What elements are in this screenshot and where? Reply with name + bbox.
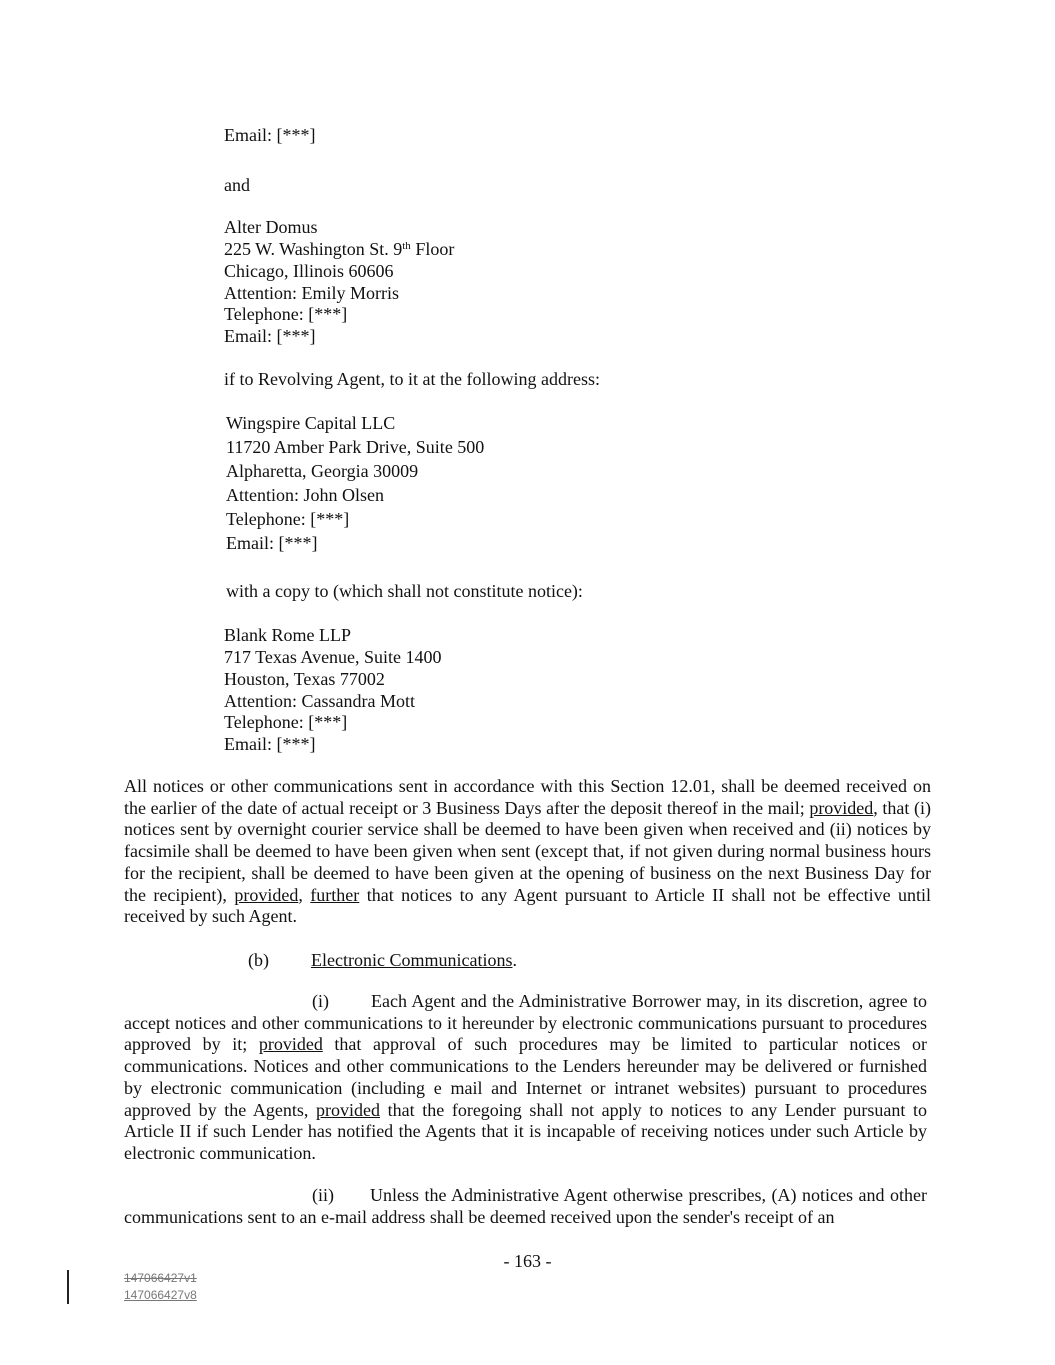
paragraph-ii-number: (ii): [312, 1185, 334, 1205]
address-pre: 225 W. Washington St. 9: [224, 239, 403, 259]
paragraph-i-text-1: Each Agent and the Administrative Borrower may, in its discretion, agree to accept notices and other communications to it hereunder by electronic communications pursuant to procedures approved by it;: [124, 991, 927, 1055]
provided-term: provided: [234, 884, 299, 905]
wingspire-attention: Attention: John Olsen: [226, 485, 384, 505]
copy-intro: with a copy to (which shall not constitute notice):: [226, 581, 583, 601]
revolving-intro: if to Revolving Agent, to it at the following address:: [224, 369, 600, 389]
alter-domus-attention: Attention: Emily Morris: [224, 283, 399, 303]
provided-term: provided: [809, 797, 874, 818]
section-b-heading: [311, 949, 517, 971]
and-line: and: [224, 175, 250, 195]
blank-rome-city: Houston, Texas 77002: [224, 669, 385, 689]
blank-rome-attention: Attention: Cassandra Mott: [224, 691, 415, 711]
notices-text-4: that notices to any Agent pursuant to Article II shall not be effective until received by such Agent.: [124, 884, 932, 927]
alter-domus-name: Alter Domus: [224, 217, 318, 237]
blank-rome-name: Blank Rome LLP: [224, 625, 351, 645]
provided-term: provided: [315, 1099, 380, 1120]
blank-rome-telephone: Telephone: [***]: [224, 712, 348, 732]
paragraph-ii-text: Unless the Administrative Agent otherwise prescribes, (A) notices and other communications sent to an e-mail address shall be deemed received upon the sender's receipt of an: [124, 1185, 927, 1227]
doc-id-old: 147066427v1: [124, 1271, 197, 1285]
address-sup: th: [402, 240, 411, 252]
wingspire-telephone: Telephone: [***]: [226, 509, 350, 529]
address-post: Floor: [410, 239, 455, 259]
notices-text-3: ,: [298, 884, 311, 905]
alter-domus-address: [224, 238, 454, 260]
paragraph-i-text-3: that the foregoing shall not apply to notices to any Lender pursuant to Article II if such Lender has notified the Agents that it is incapable of receiving notices under such Article by electronic communication.: [124, 1099, 927, 1163]
blank-rome-email: Email: [***]: [224, 734, 316, 754]
alter-domus-telephone: Telephone: [***]: [224, 304, 348, 324]
section-b-number: (b): [248, 950, 269, 970]
section-b-period: .: [512, 950, 517, 970]
alter-domus-email: Email: [***]: [224, 326, 316, 346]
wingspire-email: Email: [***]: [226, 533, 318, 553]
doc-id-new: 147066427v8: [124, 1288, 197, 1302]
wingspire-city: Alpharetta, Georgia 30009: [226, 461, 419, 481]
wingspire-name: Wingspire Capital LLC: [226, 413, 396, 433]
email-line-top: Email: [***]: [224, 125, 316, 145]
provided-term: provided: [258, 1034, 323, 1055]
notices-paragraph: [124, 776, 931, 928]
paragraph-ii: [124, 1185, 927, 1228]
change-bar: [67, 1270, 69, 1304]
paragraph-i: [124, 991, 927, 1165]
further-term: further: [310, 884, 360, 905]
page-number: - 163 -: [503, 1251, 552, 1271]
notices-text-2: , that (i) notices sent by overnight courier service shall be deemed to have been given when received and (ii) notices by facsimile shall be deemed to have been given when sent (except that, if not given during normal business hours for the recipient, shall be deemed to have been given at the opening of business on the next Business Day for the recipient),: [124, 797, 931, 905]
notices-text-1: All notices or other communications sent in accordance with this Section 12.01, shall be deemed received on the earlier of the date of actual receipt or 3 Business Days after the deposit thereof in the mail;: [124, 776, 931, 818]
blank-rome-address: 717 Texas Avenue, Suite 1400: [224, 647, 442, 667]
paragraph-i-number: (i): [312, 991, 329, 1011]
paragraph-i-text-2: that approval of such procedures may be limited to particular notices or communications. Notices and other communications to the Lenders hereunder may be delivered or furnished by electronic communication (including e mail and Internet or intranet websites) pursuant to procedures approved by the Agents,: [124, 1034, 928, 1120]
wingspire-address: 11720 Amber Park Drive, Suite 500: [226, 437, 485, 457]
alter-domus-city: Chicago, Illinois 60606: [224, 261, 394, 281]
section-b-title: Electronic Communications: [311, 950, 513, 970]
